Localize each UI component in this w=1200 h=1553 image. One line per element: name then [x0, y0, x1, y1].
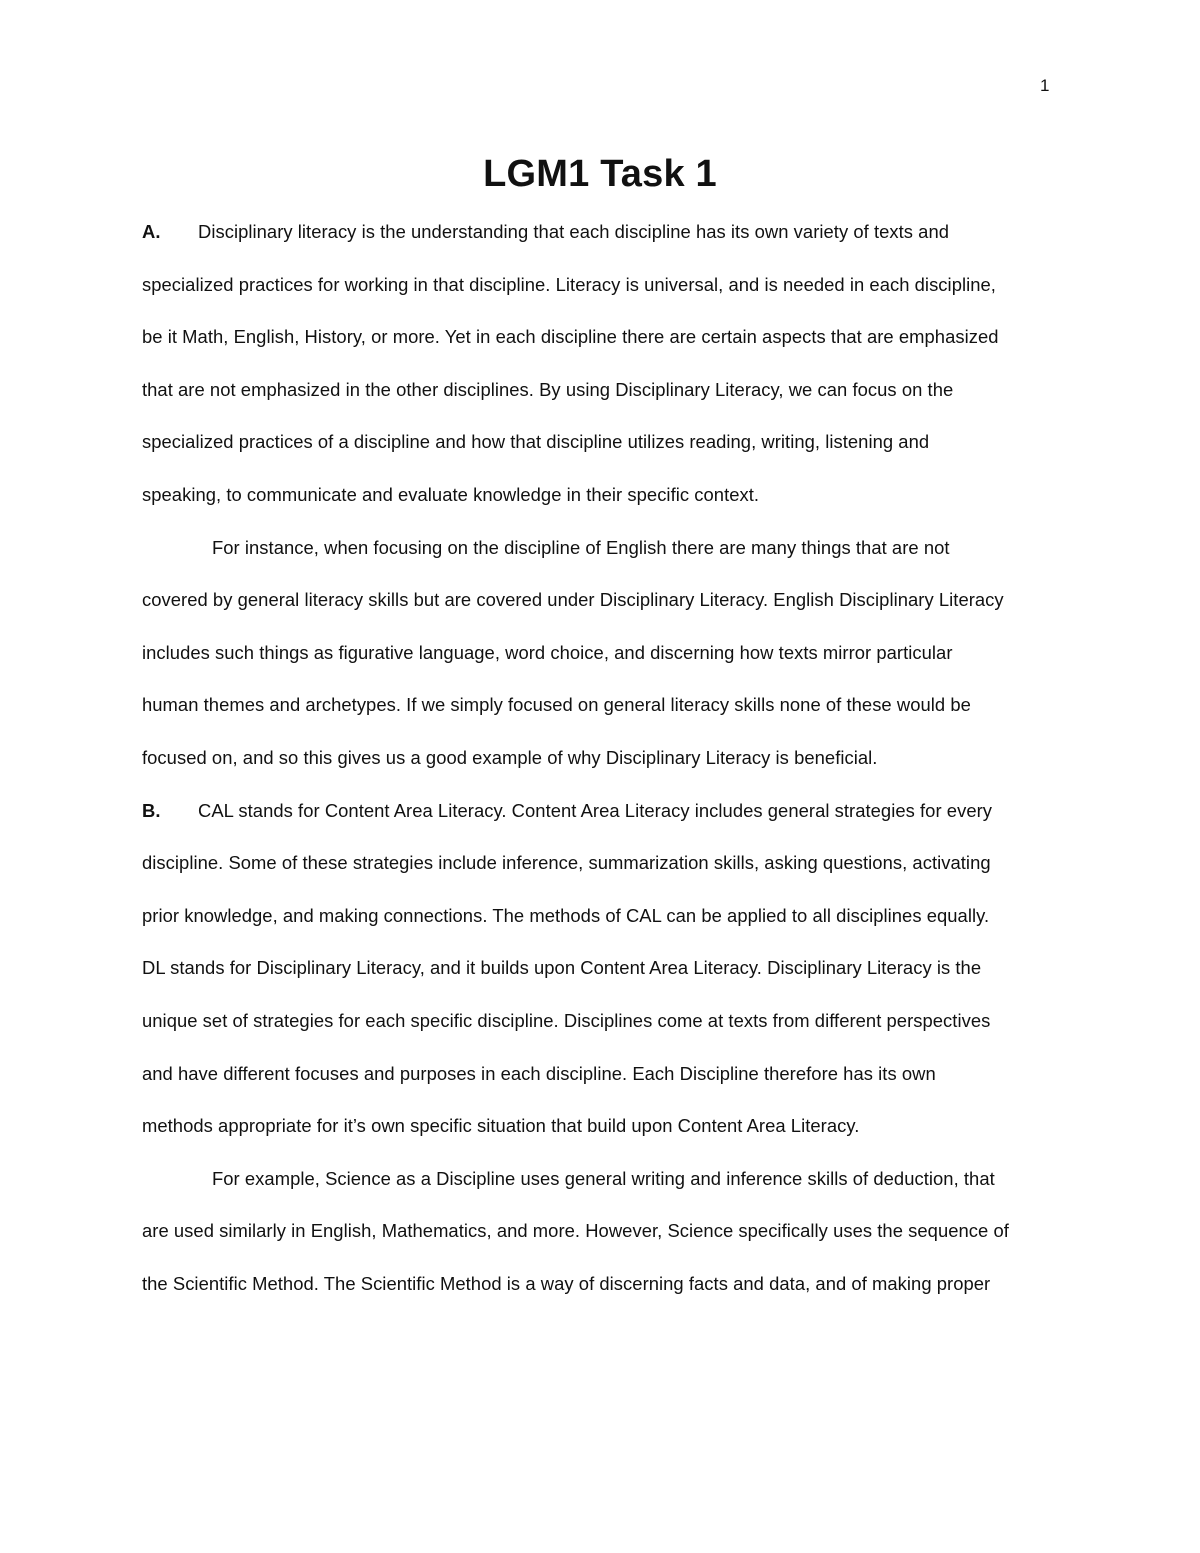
paragraph-line	[142, 522, 1058, 575]
paragraph-line: that are not emphasized in the other disciplines. By using Disciplinary Literacy, we can focus on the	[142, 378, 954, 400]
paragraph-line-text: Disciplinary literacy is the understanding that each discipline has its own variety of texts and	[198, 221, 950, 242]
paragraph-line	[142, 1153, 1058, 1206]
paragraph-line: specialized practices for working in that discipline. Literacy is universal, and is needed in each discipline,	[142, 273, 996, 295]
paragraph-line: and have different focuses and purposes in each discipline. Each Discipline therefore has its own	[142, 1062, 936, 1084]
section-marker-a: A.	[142, 221, 161, 242]
document-body	[142, 206, 1058, 1310]
document-title: LGM1 Task 1	[483, 153, 717, 195]
paragraph-line: specialized practices of a discipline and how that discipline utilizes reading, writing, listening and	[142, 431, 930, 453]
paragraph-line	[142, 206, 1058, 259]
paragraph-line: unique set of strategies for each specific discipline. Disciplines come at texts from different perspectives	[142, 1009, 991, 1031]
paragraph-line: DL stands for Disciplinary Literacy, and it builds upon Content Area Literacy. Disciplinary Literacy is the	[142, 957, 982, 979]
paragraph-line: methods appropriate for it’s own specific situation that build upon Content Area Literacy.	[142, 1115, 860, 1137]
paragraph-line	[142, 785, 1058, 838]
section-marker-b: B.	[142, 799, 161, 821]
paragraph-line: are used similarly in English, Mathematics, and more. However, Science specifically uses the sequence of	[142, 1220, 1009, 1242]
paragraph-line-text: For instance, when focusing on the discipline of English there are many things that are not	[212, 536, 950, 558]
paragraph-line: human themes and archetypes. If we simply focused on general literacy skills none of these would be	[142, 694, 971, 716]
page-number: 1	[1040, 76, 1050, 95]
paragraph-line-text: CAL stands for Content Area Literacy. Content Area Literacy includes general strategies for every	[198, 799, 993, 821]
paragraph-line: discipline. Some of these strategies include inference, summarization skills, asking questions, activating	[142, 852, 991, 874]
paragraph-line: speaking, to communicate and evaluate knowledge in their specific context.	[142, 483, 760, 505]
paragraph-line: prior knowledge, and making connections. The methods of CAL can be applied to all disciplines equally.	[142, 904, 990, 926]
paragraph-line: focused on, and so this gives us a good example of why Disciplinary Literacy is beneficial.	[142, 746, 878, 768]
paragraph-line: includes such things as figurative language, word choice, and discerning how texts mirror particular	[142, 641, 953, 663]
paragraph-line: be it Math, English, History, or more. Yet in each discipline there are certain aspects that are emphasized	[142, 326, 999, 348]
paragraph-line-text: For example, Science as a Discipline uses general writing and inference skills of deduction, that	[212, 1167, 995, 1189]
paragraph-line: covered by general literacy skills but are covered under Disciplinary Literacy. English Disciplinary Literacy	[142, 589, 1004, 611]
paragraph-line: the Scientific Method. The Scientific Method is a way of discerning facts and data, and of making proper	[142, 1272, 991, 1294]
